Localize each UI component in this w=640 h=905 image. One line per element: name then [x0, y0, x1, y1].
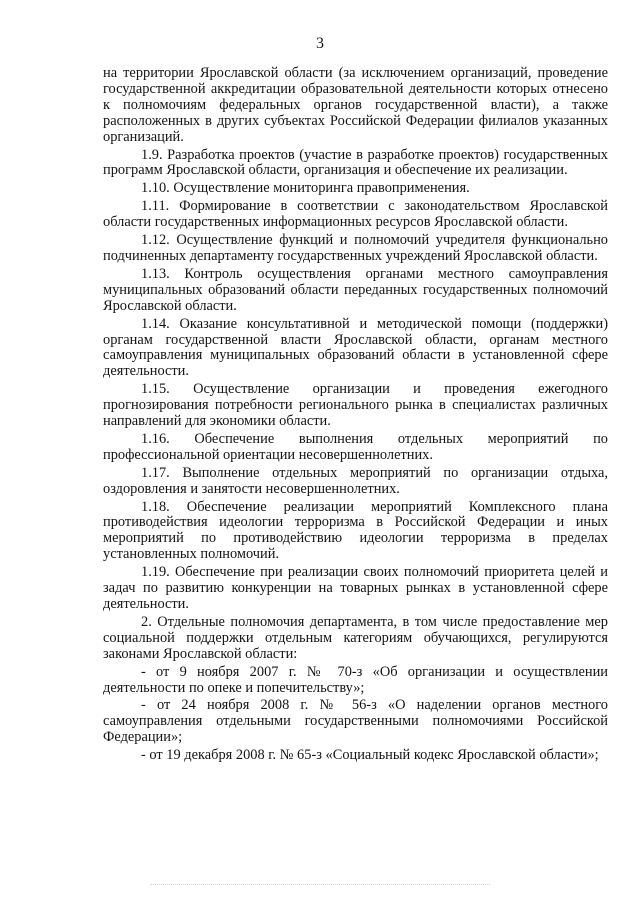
paragraph-1-13: 1.13. Контроль осуществления органами местного самоуправления муниципальных образований области переданных государственных полномочий Ярославской области.	[103, 265, 608, 314]
law-list-item: - от 19 декабря 2008 г. № 65-з «Социальный кодекс Ярославской области»;	[141, 747, 599, 764]
paragraph-1-11: 1.11. Формирование в соответствии с законодательством Ярославской области государственных информационных ресурсов Ярославской области.	[103, 198, 608, 231]
law-list-item: - от 9 ноября 2007 г. № 70-з «Об организации и осуществлении деятельности по опеке и попечительству»;	[103, 663, 608, 696]
page-number: 3	[316, 35, 324, 52]
document-body	[103, 66, 608, 766]
law-list-item: - от 24 ноября 2008 г. № 56-з «О наделении органов местного самоуправления отдельными государственными полномочиями Российской Федерации»;	[103, 697, 608, 746]
paragraph-1-12: 1.12. Осуществление функций и полномочий учредителя функционально подчиненных департаменту государственных учреждений Ярославской области.	[103, 232, 608, 264]
paragraph-1-10: 1.10. Осуществление мониторинга правоприменения.	[141, 180, 470, 197]
paragraph-1-16: 1.16. Обеспечение выполнения отдельных мероприятий по профессиональной ориентации несовершеннолетних.	[103, 430, 608, 463]
paragraph-1-19: 1.19. Обеспечение при реализации своих полномочий приоритета целей и задач по развитию конкуренции на товарных рынках в установленной сфере деятельности.	[103, 564, 608, 612]
scan-artifact-divider	[150, 884, 490, 887]
paragraph-1-17: 1.17. Выполнение отдельных мероприятий по организации отдыха, оздоровления и занятости несовершеннолетних.	[103, 464, 608, 497]
paragraph-1-15: 1.15. Осуществление организации и проведения ежегодного прогнозирования потребности регионального рынка в специалистах различных направлений для экономики области.	[103, 381, 608, 430]
paragraph-1-18: 1.18. Обеспечение реализации мероприятий Комплексного плана противодействия идеологии терроризма в Российской Федерации и иных мероприятий по противодействию идеологии терроризма в пределах установленных полномочий.	[103, 498, 608, 563]
paragraph-2: 2. Отдельные полномочия департамента, в том числе предоставление мер социальной поддержки отдельным категориям обучающихся, регулируются законами Ярославской области:	[103, 613, 608, 662]
paragraph-1-14: 1.14. Оказание консультативной и методической помощи (поддержки) органам государственной власти Ярославской области, органам местного самоуправления муниципальных образований области в установленной сфере деятельности.	[103, 315, 608, 380]
paragraph-1-9: 1.9. Разработка проектов (участие в разработке проектов) государственных программ Ярославской области, организация и обеспечение их реализации.	[103, 146, 608, 179]
paragraph-continuation: на территории Ярославской области (за исключением организаций, проведение государственной аккредитации образовательной деятельности которых отнесено к полномочиям федеральных органов государственной власти), а также расположенных в других субъектах Российской Федерации филиалов указанных организаций.	[103, 65, 608, 145]
